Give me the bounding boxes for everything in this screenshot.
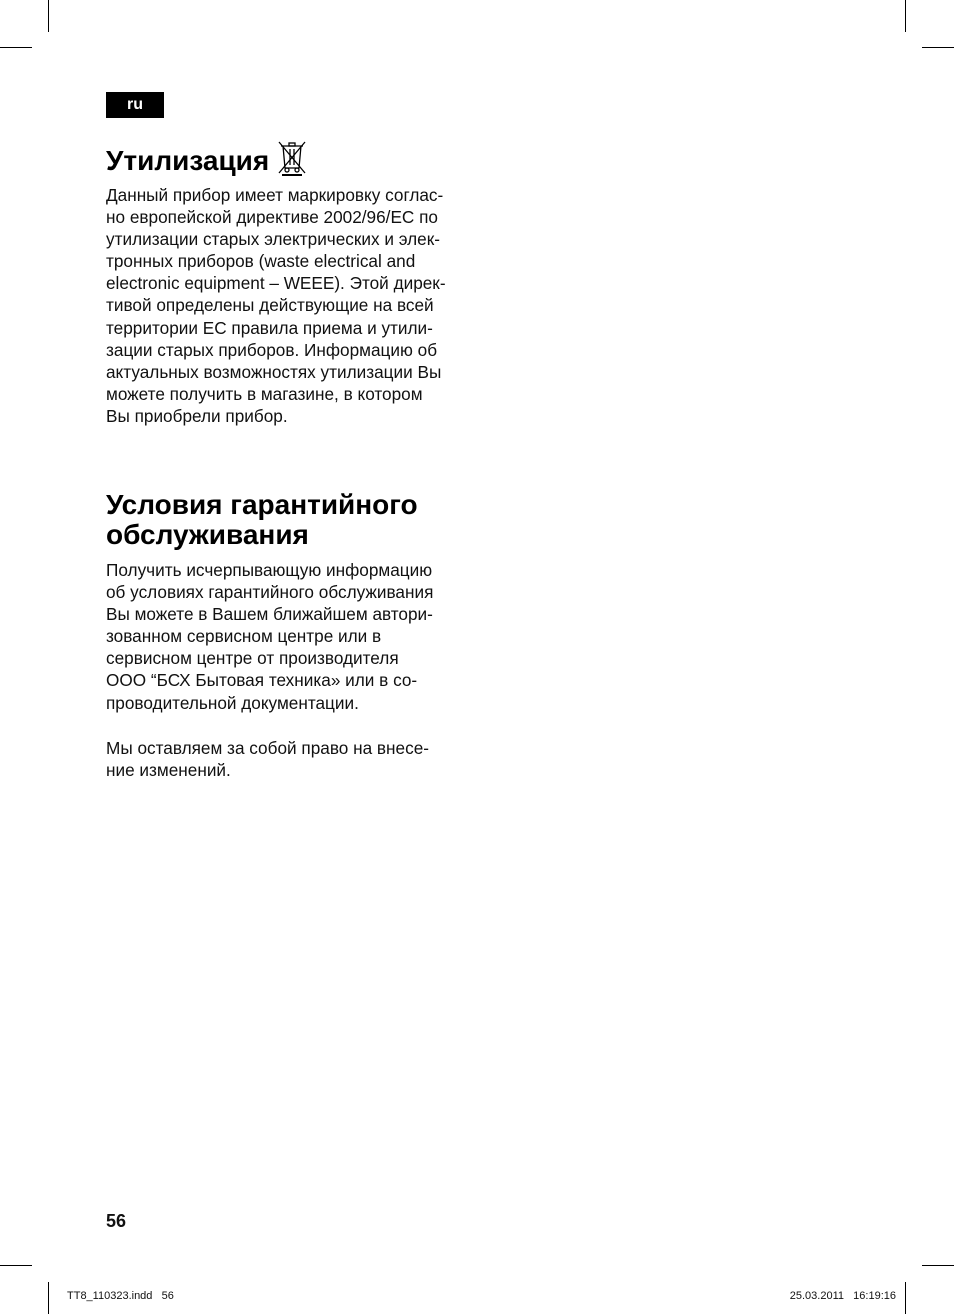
text-line: утилизации старых электрических и элек- — [106, 229, 440, 250]
text-line: тивой определены действующие на всей — [106, 295, 434, 316]
text-line: Вы можете в Вашем ближайшем автори- — [106, 604, 433, 625]
text-line: ООО “БСХ Бытовая техника» или в со- — [106, 670, 418, 691]
crop-mark — [0, 1265, 32, 1266]
page-number: 56 — [106, 1211, 127, 1231]
disposal-heading — [106, 140, 307, 176]
crop-mark — [922, 47, 954, 48]
warranty-text — [106, 559, 476, 714]
crop-mark — [922, 1265, 954, 1266]
crop-mark — [48, 1282, 49, 1314]
warranty-heading — [106, 490, 418, 550]
text-line: зованном сервисном центре или в — [106, 626, 382, 647]
text-line: зации старых приборов. Информацию об — [106, 339, 438, 360]
warranty-title-line: обслуживания — [106, 519, 309, 550]
language-badge: ru — [106, 92, 164, 118]
text-line: территории ЕС правила приема и утили- — [106, 317, 433, 338]
footer-file: TT8_110323.indd 56 — [67, 1290, 174, 1302]
footer-datetime — [790, 1290, 896, 1302]
text-line: но европейской директиве 2002/96/ЕС по — [106, 207, 438, 228]
disposal-text — [106, 184, 476, 427]
text-line: проводительной документации. — [106, 692, 359, 713]
crop-mark — [905, 0, 906, 32]
text-line: можете получить в магазине, в котором — [106, 383, 423, 404]
crossed-out-bin-icon — [277, 140, 307, 176]
crop-mark — [905, 1282, 906, 1314]
text-line: Мы оставляем за собой право на внесе- — [106, 738, 429, 758]
text-line: об условиях гарантийного обслуживания — [106, 582, 434, 603]
changes-note — [106, 737, 476, 781]
crop-mark — [48, 0, 49, 32]
text-line: актуальных возможностях утилизации Вы — [106, 361, 442, 382]
text-line: electronic equipment – WEEE). Этой дирек- — [106, 273, 446, 294]
disposal-title: Утилизация — [106, 145, 270, 176]
warranty-title-line: Условия гарантийного — [106, 489, 418, 520]
text-line: Получить исчерпывающую информацию — [106, 560, 433, 580]
text-line: ние изменений. — [106, 760, 231, 781]
text-line: тронных приборов (waste electrical and — [106, 251, 416, 272]
text-line: сервисном центре от производителя — [106, 648, 399, 669]
crop-mark — [0, 47, 32, 48]
text-line: Вы приобрели прибор. — [106, 405, 288, 426]
footer-file-info — [67, 1290, 174, 1302]
text-line: Данный прибор имеет маркировку соглас- — [106, 185, 444, 205]
footer-timestamp: 25.03.2011 16:19:16 — [789, 1290, 896, 1302]
